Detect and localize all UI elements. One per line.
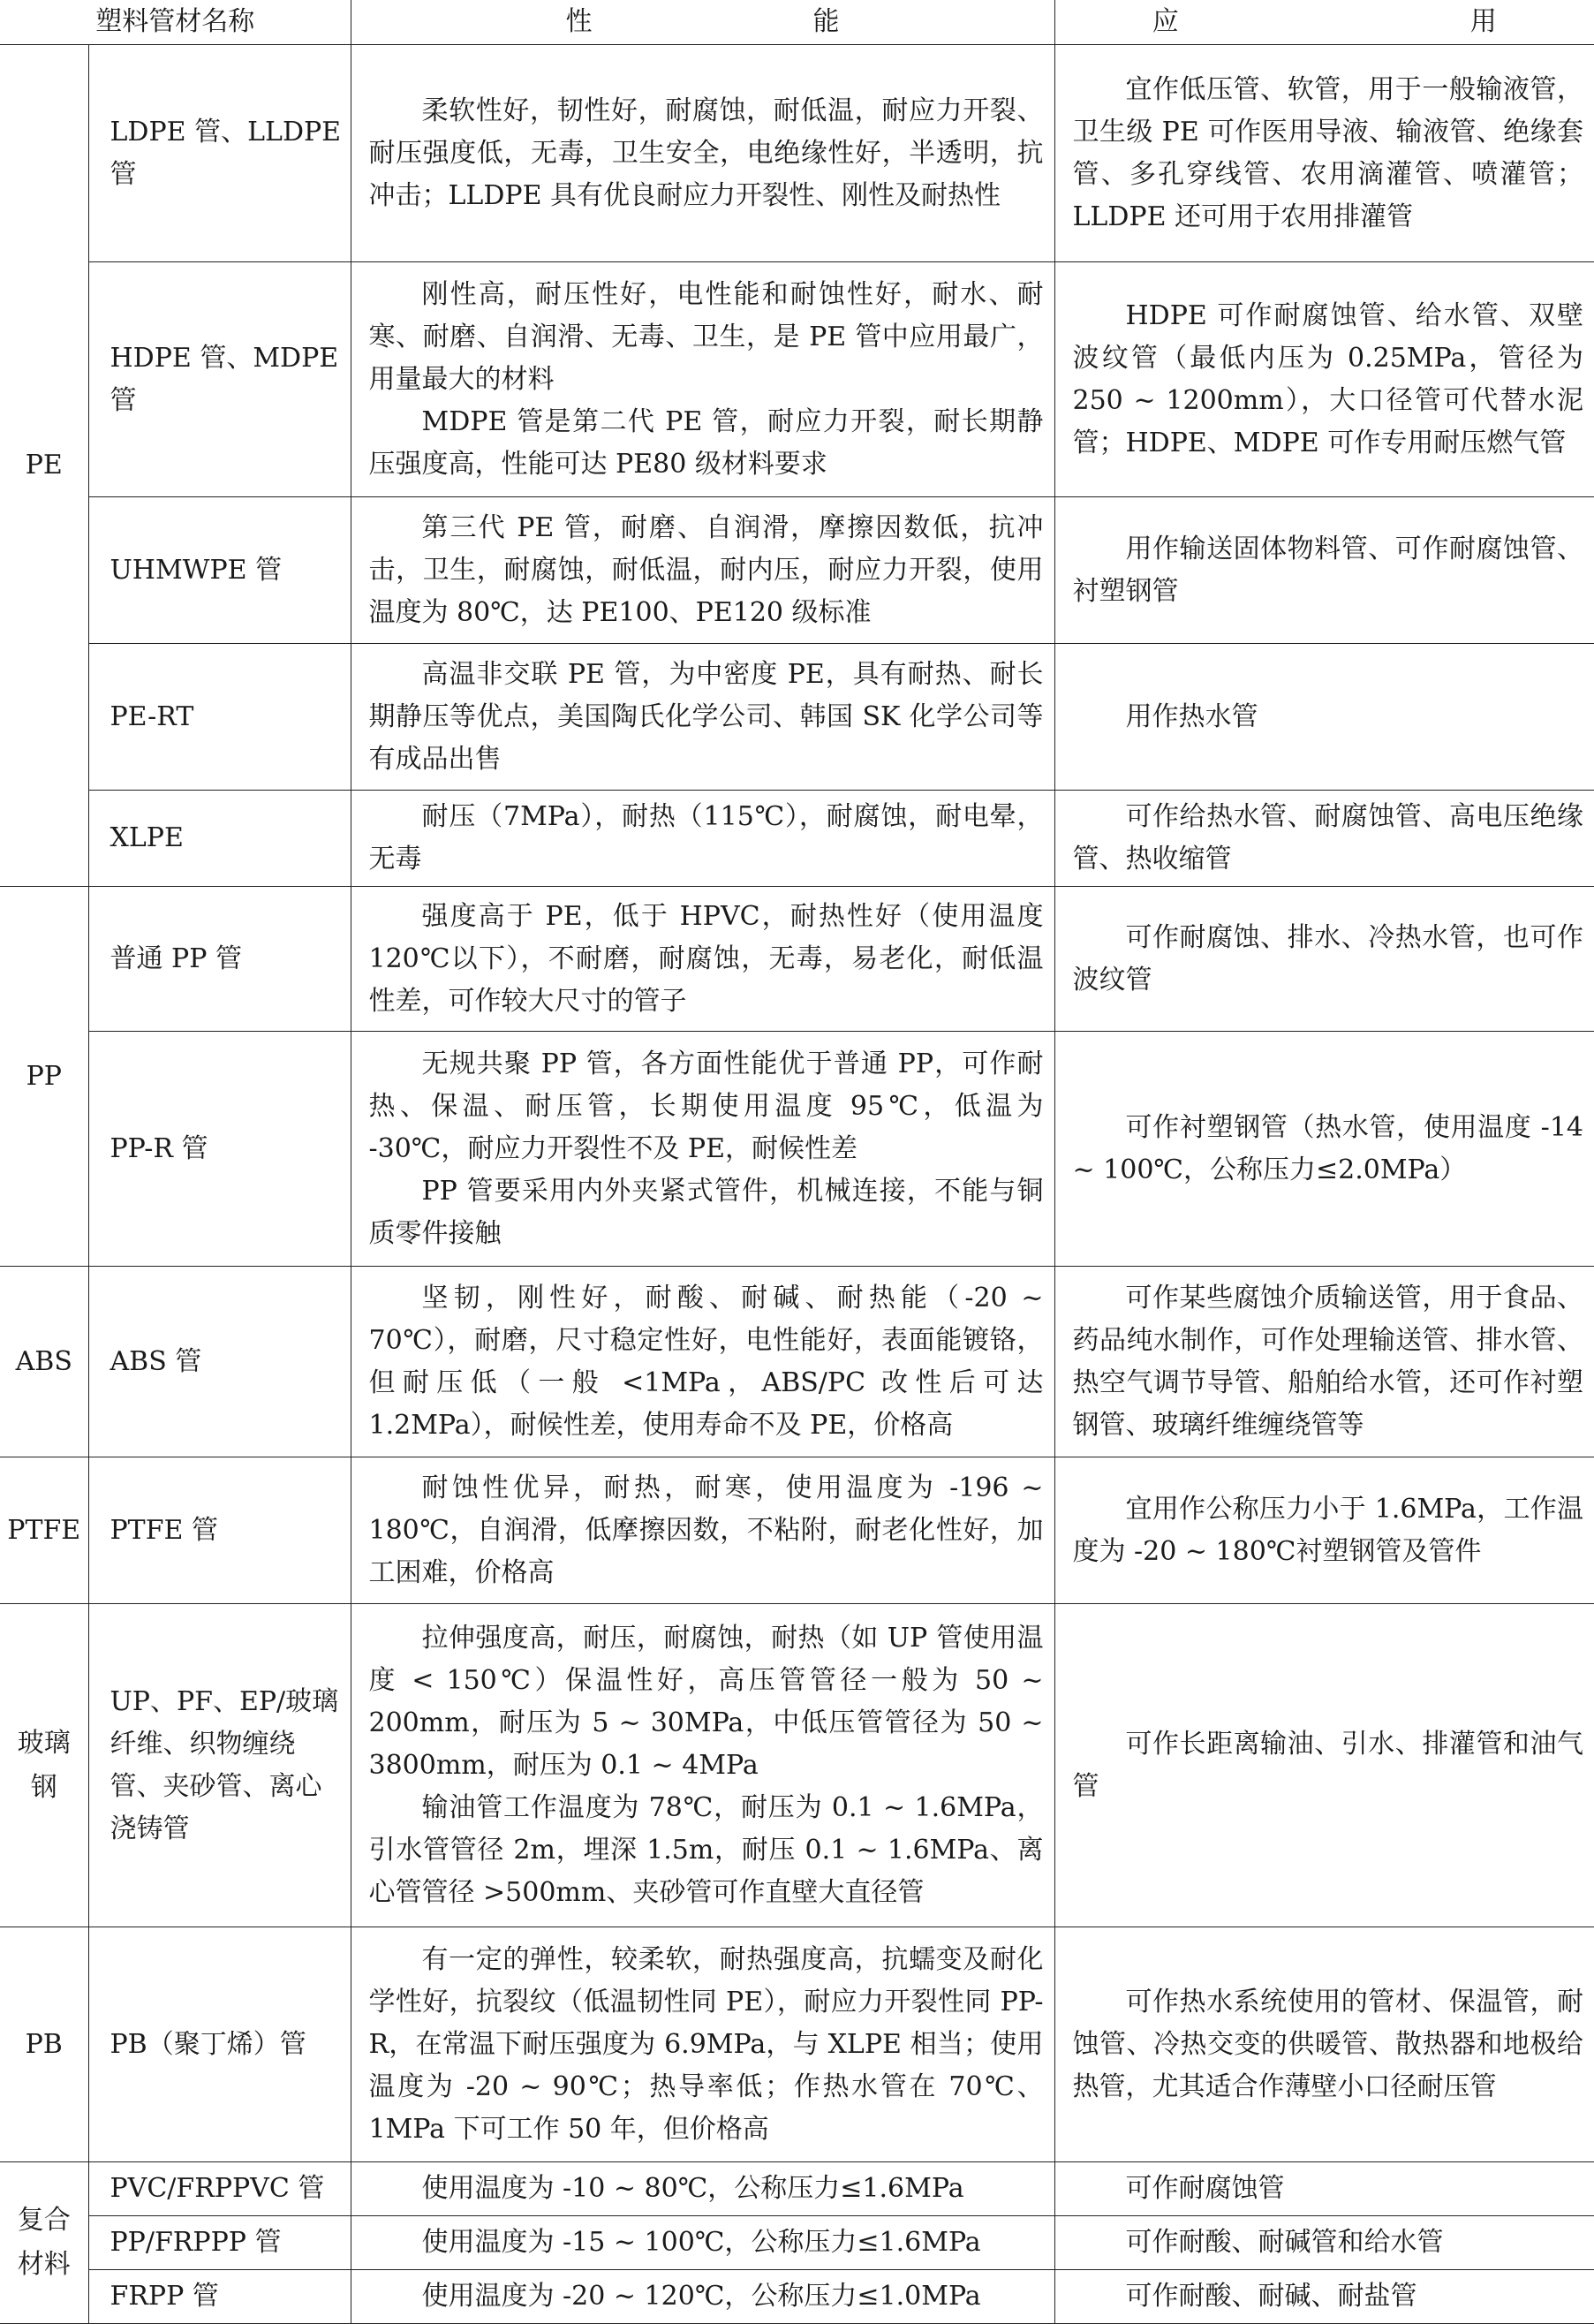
- table-row: [0, 497, 1594, 644]
- pipe-performance: 拉伸强度高，耐压，耐腐蚀，耐热（如 UP 管使用温度 < 150℃）保温性好，高压管管径一般为 50 ~ 200mm，耐压为 5 ~ 30MPa，中低压管管径为 50 ~ 3800mm，耐压为 0.1 ~ 4MPa 输油管工作温度为 78℃，耐压为 0.1 ~ 1.6MPa，引水管管径 2m，埋深 1.5m，耐压 0.1 ~ 1.6MPa、离心管管径 >500mm、夹砂管可作直壁大直径管: [351, 1604, 1054, 1927]
- table-row: [0, 1457, 1594, 1604]
- pipe-name: UP、PF、EP/玻璃纤维、织物缠绕管、夹砂管、离心浇铸管: [88, 1604, 351, 1927]
- pipe-application: 可作耐腐蚀、排水、冷热水管，也可作波纹管: [1054, 887, 1594, 1032]
- table-row: [0, 2216, 1594, 2270]
- pipe-performance: 强度高于 PE，低于 HPVC，耐热性好（使用温度 120℃以下），不耐磨，耐腐蚀，无毒，易老化，耐低温性差，可作较大尺寸的管子: [351, 887, 1054, 1032]
- pipe-performance: 坚韧，刚性好，耐酸、耐碱、耐热能（-20 ~ 70℃），耐磨，尺寸稳定性好，电性能好，表面能镀铬，但耐压低（一般 <1MPa，ABS/PC 改性后可达 1.2MPa），耐候性差，使用寿命不及 PE，价格高: [351, 1267, 1054, 1457]
- pipe-name: PB（聚丁烯）管: [88, 1927, 351, 2162]
- pipe-performance: 高温非交联 PE 管，为中密度 PE，具有耐热、耐长期静压等优点，美国陶氏化学公司、韩国 SK 化学公司等有成品出售: [351, 644, 1054, 791]
- pipe-application: 用作输送固体物料管、可作耐腐蚀管、衬塑钢管: [1054, 497, 1594, 644]
- table-row: [0, 887, 1594, 1032]
- header-application: 应 用: [1054, 0, 1594, 45]
- category-pb: PB: [0, 1927, 88, 2162]
- pipe-performance: 耐压（7MPa），耐热（115℃），耐腐蚀，耐电晕，无毒: [351, 791, 1054, 887]
- table-row: [0, 1604, 1594, 1927]
- table-header-row: [0, 0, 1594, 45]
- pipe-name: XLPE: [88, 791, 351, 887]
- pipe-application: 可作热水系统使用的管材、保温管，耐蚀管、冷热交变的供暖管、散热器和地极给热管，尤其适合作薄壁小口径耐压管: [1054, 1927, 1594, 2162]
- pipe-application: 可作长距离输油、引水、排灌管和油气管: [1054, 1604, 1594, 1927]
- pipe-application: 可作给热水管、耐腐蚀管、高电压绝缘管、热收缩管: [1054, 791, 1594, 887]
- table-row: [0, 45, 1594, 262]
- table-row: [0, 2162, 1594, 2216]
- table-row: [0, 1927, 1594, 2162]
- header-name: 塑料管材名称: [0, 0, 351, 45]
- pipe-performance: 使用温度为 -15 ~ 100℃，公称压力≤1.6MPa: [351, 2216, 1054, 2270]
- category-ptfe: PTFE: [0, 1457, 88, 1604]
- pipe-name: LDPE 管、LLDPE 管: [88, 45, 351, 262]
- table-row: [0, 791, 1594, 887]
- pipe-application: 可作衬塑钢管（热水管，使用温度 -14 ~ 100℃，公称压力≤2.0MPa）: [1054, 1032, 1594, 1267]
- pipe-application: 宜用作公称压力小于 1.6MPa，工作温度为 -20 ~ 180℃衬塑钢管及管件: [1054, 1457, 1594, 1604]
- table-row: [0, 262, 1594, 497]
- pipe-performance: 第三代 PE 管，耐磨、自润滑，摩擦因数低，抗冲击，卫生，耐腐蚀，耐低温，耐内压，耐应力开裂，使用温度为 80℃，达 PE100、PE120 级标准: [351, 497, 1054, 644]
- pipe-application: 可作耐腐蚀管: [1054, 2162, 1594, 2216]
- table-row: [0, 644, 1594, 791]
- pipe-application: 可作某些腐蚀介质输送管，用于食品、药品纯水制作，可作处理输送管、排水管、热空气调节导管、船舶给水管，还可作衬塑钢管、玻璃纤维缠绕管等: [1054, 1267, 1594, 1457]
- pipe-application: HDPE 可作耐腐蚀管、给水管、双壁波纹管（最低内压为 0.25MPa，管径为 250 ~ 1200mm），大口径管可代替水泥管；HDPE、MDPE 可作专用耐压燃气管: [1054, 262, 1594, 497]
- pipe-performance: 使用温度为 -20 ~ 120℃，公称压力≤1.0MPa: [351, 2270, 1054, 2324]
- pipe-name: PP/FRPPP 管: [88, 2216, 351, 2270]
- pipe-application: 宜作低压管、软管，用于一般输液管，卫生级 PE 可作医用导液、输液管、绝缘套管、多孔穿线管、农用滴灌管、喷灌管；LLDPE 还可用于农用排灌管: [1054, 45, 1594, 262]
- pipe-name: UHMWPE 管: [88, 497, 351, 644]
- table-row: [0, 1267, 1594, 1457]
- pipe-name: PP-R 管: [88, 1032, 351, 1267]
- pipe-performance: 耐蚀性优异，耐热，耐寒，使用温度为 -196 ~ 180℃，自润滑，低摩擦因数，不粘附，耐老化性好，加工困难，价格高: [351, 1457, 1054, 1604]
- table-row: [0, 2270, 1594, 2324]
- pipe-performance: 有一定的弹性，较柔软，耐热强度高，抗蠕变及耐化学性好，抗裂纹（低温韧性同 PE），耐应力开裂性同 PP-R，在常温下耐压强度为 6.9MPa，与 XLPE 相当；使用温度为 -20 ~ 90℃；热导率低；作热水管在 70℃、1MPa 下可工作 50 年，但价格高: [351, 1927, 1054, 2162]
- pipe-name: PE-RT: [88, 644, 351, 791]
- category-frp: 玻璃钢: [0, 1604, 88, 1927]
- pipe-application: 可作耐酸、耐碱、耐盐管: [1054, 2270, 1594, 2324]
- header-performance: 性 能: [351, 0, 1054, 45]
- pipe-performance: 无规共聚 PP 管，各方面性能优于普通 PP，可作耐热、保温、耐压管，长期使用温度 95℃，低温为 -30℃，耐应力开裂性不及 PE，耐候性差 PP 管要采用内外夹紧式管件，机械连接，不能与铜质零件接触: [351, 1032, 1054, 1267]
- pipe-name: HDPE 管、MDPE 管: [88, 262, 351, 497]
- pipe-name: FRPP 管: [88, 2270, 351, 2324]
- pipe-name: PVC/FRPPVC 管: [88, 2162, 351, 2216]
- pipe-performance: 柔软性好，韧性好，耐腐蚀，耐低温，耐应力开裂、耐压强度低，无毒，卫生安全，电绝缘性好，半透明，抗冲击；LLDPE 具有优良耐应力开裂性、刚性及耐热性: [351, 45, 1054, 262]
- category-pp: PP: [0, 887, 88, 1267]
- pipe-performance: 刚性高，耐压性好，电性能和耐蚀性好，耐水、耐寒、耐磨、自润滑、无毒、卫生，是 PE 管中应用最广，用量最大的材料 MDPE 管是第二代 PE 管，耐应力开裂，耐长期静压强度高，性能可达 PE80 级材料要求: [351, 262, 1054, 497]
- category-abs: ABS: [0, 1267, 88, 1457]
- pipe-performance: 使用温度为 -10 ~ 80℃，公称压力≤1.6MPa: [351, 2162, 1054, 2216]
- pipe-name: ABS 管: [88, 1267, 351, 1457]
- pipe-application: 用作热水管: [1054, 644, 1594, 791]
- pipe-name: 普通 PP 管: [88, 887, 351, 1032]
- category-pe: PE: [0, 45, 88, 887]
- pipe-application: 可作耐酸、耐碱管和给水管: [1054, 2216, 1594, 2270]
- table-row: [0, 1032, 1594, 1267]
- pipe-name: PTFE 管: [88, 1457, 351, 1604]
- category-composite: 复合材料: [0, 2162, 88, 2324]
